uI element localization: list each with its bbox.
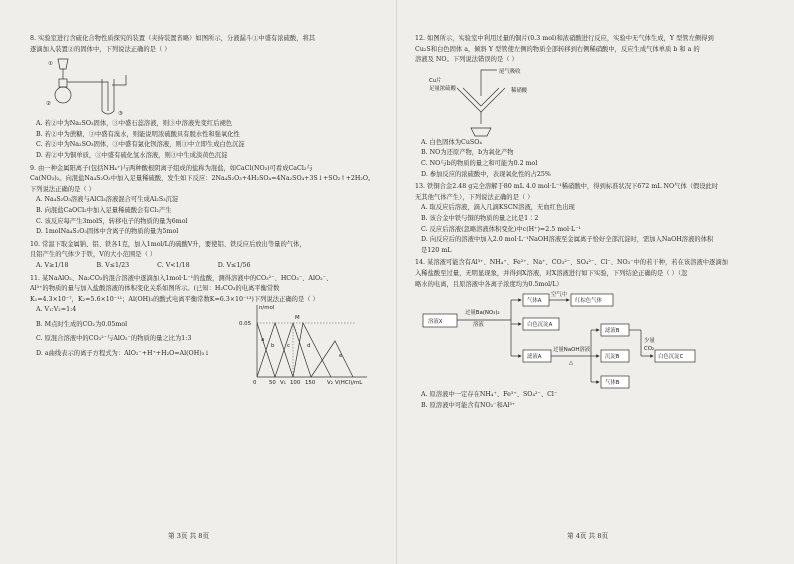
q14-stem-1: 14. 某溶液可能含有Al³⁺、NH₄⁺、Fe²⁺、Na⁺、CO₃²⁻、SO₄²⁻、Cl⁻、NO₃⁻中的若干种，若在该溶液中逐滴加: [415, 259, 728, 267]
q9-option-d: D. 1molNa₄S₂O₃固体中含离子的物质的量为5mol: [36, 228, 179, 236]
right-page: [397, 0, 794, 564]
flow-air: 空气中: [551, 292, 568, 299]
q8-option-d: D. 若②中为铜单质，③中盛有硫化氢水溶液，则③中生成淡黄色沉淀: [36, 151, 228, 159]
question-14: [415, 258, 774, 411]
flow-ppt-c: 白色沉淀C: [658, 354, 684, 361]
q8-label-3: ③: [118, 111, 123, 118]
q11-origin: 0: [253, 380, 257, 386]
q12-option-d: D. 参加反应的浓硫酸中，表现氧化性的占25%: [421, 170, 551, 178]
question-9: [30, 164, 385, 238]
q9-option-a: A. Na₄S₂O₃溶液与AlCl₃溶液混合可生成Al₂S₃沉淀: [36, 196, 179, 204]
right-page-footer: 第 4页 共 8页: [567, 532, 609, 540]
q11-curve-c: c: [287, 343, 290, 350]
q12-option-b: B. NO为还原产物，b为氧化产物: [421, 149, 514, 157]
q12-label-tail-gas: 尾气吸收: [499, 68, 521, 75]
q11-ylabel: n/mol: [259, 305, 275, 312]
q11-stem-3: K₁=4.3×10⁻⁷，K₂=5.6×10⁻¹¹；Al(OH)₃的酸式电离平衡常数K=6.3×10⁻¹³)下列说法正确的是（ ）: [30, 295, 319, 303]
flow-filtrate-b: 滤液B: [605, 328, 620, 335]
question-12: [415, 34, 774, 180]
q9-stem-1: 9. 由一种金属阳离子(包括NH₄⁺)与两种酸根阴离子组成的盐称为混盐，如CaCl(NO₃)可看成CaCl₂与: [30, 164, 313, 172]
flow-reagent-1: 过量Ba(NO₃)₂: [465, 310, 500, 317]
q14-option-b: B. 原溶液中可能含有NO₃⁻和Al³⁺: [421, 401, 516, 409]
q14-option-a: A. 原溶液中一定存在NH₄⁺、Fe²⁺、SO₄²⁻、Cl⁻: [421, 391, 558, 399]
q13-stem-1: 13. 铁铜合金2.48 g完全溶解于80 mL 4.0 mol·L⁻¹稀硝酸中，得到标准状况下672 mL NO气体（假设此时: [415, 183, 719, 191]
q11-option-c: C. 原混合溶液中的CO₃²⁻与AlO₂⁻的物质的量之比为1:3: [36, 335, 192, 343]
flow-filtrate-a: 滤液A: [527, 354, 542, 361]
q8-option-a: A. 若②中为Na₂SO₃固体，③中盛石蕊溶液，则③中溶液先变红后褪色: [36, 120, 233, 128]
q13-option-b: B. 该合金中铁与铜的物质的量之比是1∶2: [421, 214, 539, 222]
q13-option-a: A. 取反应后溶液，滴入几滴KSCN溶液，无血红色出现: [421, 204, 575, 212]
flow-reagent-2: 过量NaOH溶液: [553, 347, 591, 354]
flow-small-co2-b: CO₂: [644, 346, 655, 353]
flow-solution-x: 溶液X: [428, 319, 443, 326]
q10-option-d: D. V≤1/56: [217, 261, 251, 269]
flow-reagent-1b: 溶液: [473, 322, 484, 329]
q14-stem-3: 略水的电离，且原溶液中各离子浓度均为0.5mol/L）: [415, 280, 563, 288]
q8-stem-1: 8. 实验室进行含硫化合物性质探究的装置（夹持装置省略）如图所示，分液漏斗①中盛有浓硫酸，将其: [30, 35, 316, 42]
flow-heat: △: [569, 360, 574, 367]
q12-label-cu: Cu片: [429, 77, 442, 84]
q10-option-b: B. V≤1/23: [96, 261, 130, 269]
q11-point-m: M: [295, 315, 300, 322]
flow-ppt-b: 沉淀B: [605, 354, 620, 361]
q12-stem-2: Cu₂S和白色固体 a，倾斜 Y 型管使左侧的物质全部转移到右侧稀硝酸中，反应生成气体单质 b 和 a 的: [415, 45, 700, 53]
left-page-footer: 第 3页 共 8页: [168, 532, 210, 540]
question-10: [30, 240, 385, 272]
q8-option-c: C. 若②中为Na₂SO₃固体，③中盛有氯化钡溶液，则③中立即生成白色沉淀: [36, 141, 245, 149]
q11-xtick-150: 150: [305, 380, 316, 386]
q14-flowchart: [419, 290, 719, 390]
flow-ppt-a: 白色沉淀A: [527, 322, 553, 329]
q11-graph: [235, 301, 375, 385]
q11-option-d: D. a曲线表示的离子方程式为：AlO₂⁻+H⁺+H₂O=Al(OH)₃↓: [36, 350, 210, 358]
q10-options-row: [30, 261, 385, 272]
q13-stem-2: 无其他气体产生），下列说法正确的是（ ）: [415, 193, 534, 201]
question-13: [415, 182, 774, 256]
q8-apparatus-figure: [30, 55, 385, 119]
flow-small-co2-a: 少量: [644, 338, 655, 345]
q10-stem-1: 10. 常温下取金属钠、铝、铁各1克，加入1mol/L的硫酸V升，要使铝、铁反应后放出等量的气体，: [30, 240, 306, 248]
q11-ytick: 0.05: [239, 321, 252, 328]
q8-option-b: B. 若②中为蔗糖，③中盛有溴水，则能说明浓硫酸具有脱水性和强氧化性: [36, 130, 240, 138]
q8-label-2: ②: [46, 101, 51, 108]
q11-curve-a: a: [261, 337, 265, 344]
q13-option-c: C. 反应后溶液(忽略溶液体积变化)中c(H⁺)=2.5 mol·L⁻¹: [421, 225, 582, 233]
flow-gas-a: 气体A: [527, 298, 542, 305]
question-8: [30, 34, 385, 162]
q9-stem-3: 下列说法正确的是（ ）: [30, 185, 95, 193]
q13-option-d: D. 向反应后的溶液中加入2.0 mol·L⁻¹NaOH溶液至金属离子恰好全部沉淀时，需加入NaOH溶液的体积: [421, 236, 714, 244]
q12-stem-3: 溶液及 NO。下列说法错误的是（ ）: [415, 56, 518, 64]
q8-stem-2: 逐滴加入装置②的固体中，下列说法正确的是（ ）: [30, 45, 171, 53]
q12-label-nitric: 稀硝酸: [511, 87, 528, 94]
q11-stem-1: 11. 某NaAlO₂、Na₂CO₃的混合溶液中逐滴加入1mol·L⁻¹的盐酸，测得溶液中的CO₃²⁻、HCO₃⁻、AlO₂⁻、: [30, 274, 333, 282]
flow-brown-gas: 红棕色气体: [575, 298, 602, 305]
q8-label-1: ①: [48, 61, 53, 68]
q11-option-b: B. M点时生成的CO₂为0.05mol: [36, 320, 128, 328]
q12-option-c: C. NO与b的物质的量之和可能为0.2 mol: [421, 159, 538, 167]
q11-xtick-v2: V₂: [327, 380, 333, 386]
q11-option-a: A. V₁:V₂=1:4: [36, 306, 77, 314]
q12-apparatus-figure: [427, 66, 567, 138]
q11-curve-e: e: [339, 353, 343, 360]
q12-label-acid: 足量浓硫酸: [429, 85, 456, 92]
flow-gas-b: 气体B: [605, 380, 620, 387]
q9-stem-2: Ca(NO₃)₂。向混盐Na₄S₂O₃中加入足量稀硫酸，发生如下反应：2Na₄S₂O₃+4H₂SO₄=4Na₂SO₄+3S↓+SO₂↑+2H₂O。: [30, 175, 375, 183]
q10-stem-2: 且铝产生的气体少于铁，V的大小范围是（ ）: [30, 251, 157, 259]
q12-stem-1: 12. 如图所示，实验室中利用过量的铜片(0.3 mol)和浓硝酸进行反应，实验中无气体生成，Y 型管左侧得到: [415, 35, 714, 42]
q14-stem-2: 入稀盐酸至过量，无明显现象，并得到X溶液，对X溶液进行如下实验，下列结论正确的是（ ）（忽: [415, 269, 688, 277]
q11-xtick-v1: V₁: [280, 380, 286, 386]
q13-option-d-cont: 是120 mL: [421, 246, 452, 254]
q11-curve-b: b: [271, 343, 275, 350]
question-11: [30, 274, 385, 386]
q10-option-a: A. V≥1/18: [36, 261, 69, 269]
q9-option-c: C. 该反应每产生3molS，转移电子的物质的量为6mol: [36, 217, 188, 225]
q12-option-a: A. 白色固体为CuSO₄: [421, 138, 482, 146]
q11-xtick-100: 100: [290, 380, 301, 386]
q11-xtick-50: 50: [269, 380, 276, 386]
q11-stem-2: Al³⁺的物质的量与加入盐酸溶液的体积变化关系如图所示。(已知：H₂CO₃的电离平衡常数: [30, 285, 280, 293]
q11-xlabel: V(HCl)/mL: [335, 380, 363, 386]
q9-option-b: B. 向混盐CaOCl₂中加入足量稀硫酸会有Cl₂产生: [36, 206, 172, 214]
q10-option-c: C. V<1/18: [157, 261, 190, 269]
q11-curve-d: d: [307, 343, 311, 350]
